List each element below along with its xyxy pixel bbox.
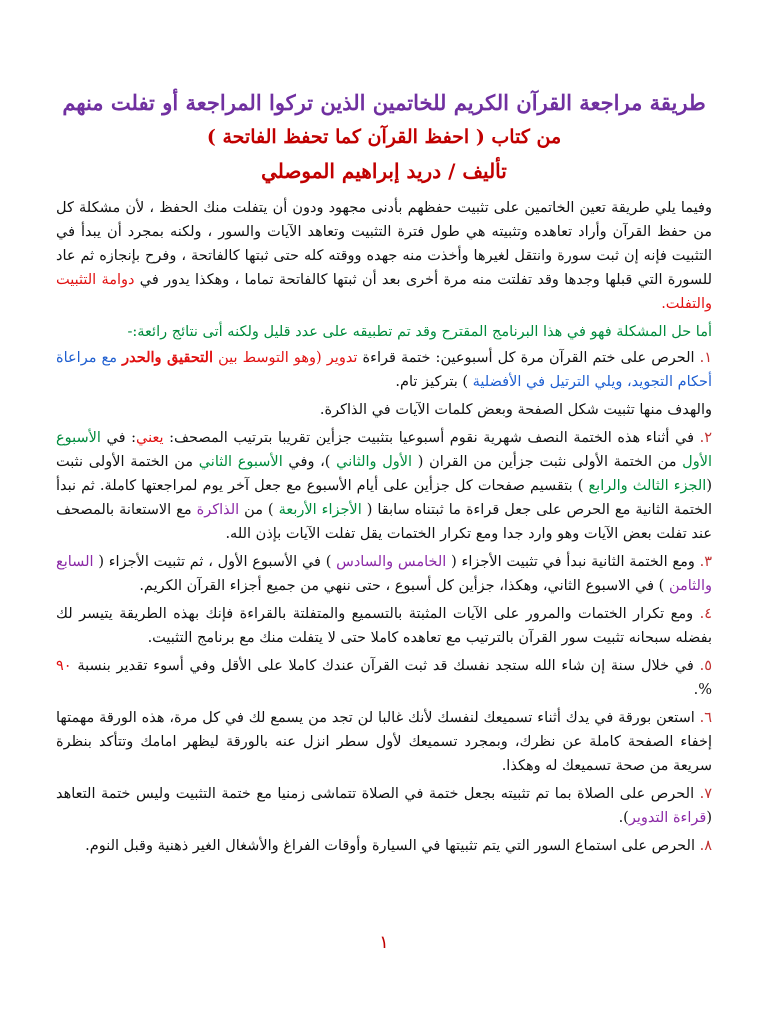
highlight-term: مع مراعاة أحكام التجويد، ويلي الترتيل في الأفضلية bbox=[56, 350, 712, 390]
item-text: من الختمة الأولى نثبت ( bbox=[56, 454, 712, 494]
item-text: ) بتركيز تام. bbox=[395, 374, 469, 390]
page-number: ١ bbox=[379, 932, 389, 953]
item-text: ). bbox=[618, 810, 629, 826]
highlight-term: تدوير bbox=[326, 350, 358, 366]
author-line: تأليف / دريد إبراهيم الموصلي bbox=[261, 159, 507, 183]
highlight-term: السابع والثامن bbox=[56, 554, 712, 594]
item-text: والهدف منها تثبيت شكل الصفحة وبعض كلمات الآيات في الذاكرة. bbox=[319, 402, 712, 418]
item-text: ) في الأسبوع الأول ، ثم تثبيت الأجزاء ( bbox=[98, 554, 332, 570]
item-text: ) في الاسبوع الثاني، وهكذا، جزأين كل أسبوع ، حتى ننهي من جميع أجزاء القرآن الكريم. bbox=[139, 578, 665, 594]
list-item-8 bbox=[56, 834, 712, 858]
item-text: )، وفي bbox=[288, 454, 331, 470]
intro-text: وفيما يلي طريقة تعين الخاتمين على تثبيت حفظهم بأدنى مجهود ودون أن يتفلت منك الحفظ ، لأن مشكلة كل من حفظ القرآن وأراد تعاهده وتثبيته هي طول فترة التثبيت وتعاهد الآيات والسور ، ولكنه بمجرد أن يبدأ في التثبيت فإنه إن ثبت سورة وانتقل لغيرها وأخذت منه جهده ووقته كله حتى ثبتها كالفاتحة ، وفرح بإنجازه ثم عاد للسورة التي قبلها وجدها وقد تفلتت منه مرة أخرى بعد أن ثبتها كالفاتحة تماما ، وهكذا يدور في bbox=[56, 200, 713, 288]
list-item-7 bbox=[56, 782, 712, 830]
list-item-1 bbox=[56, 346, 712, 394]
item-text: ) من bbox=[244, 502, 274, 518]
highlight-term: الخامس والسادس bbox=[336, 554, 447, 570]
list-item-5 bbox=[56, 654, 712, 702]
list-item-2 bbox=[56, 426, 712, 546]
highlight-term: (وهو التوسط بين bbox=[218, 350, 322, 366]
intro-highlight: دوامة التثبيت والتفلت. bbox=[56, 272, 712, 312]
item-text: الحرص على استماع السور التي يتم تثبيتها في السيارة وأوقات الفراغ والأشغال الغير ذهنية وقبل النوم. bbox=[85, 838, 695, 854]
book-source: من كتاب ( احفظ القرآن كما تحفظ الفاتحة ) bbox=[206, 126, 562, 148]
highlight-term: الأسبوع الأول bbox=[56, 430, 713, 470]
item-number: ١. bbox=[699, 350, 713, 366]
item-text: مع الاستعانة بالمصحف عند تفلت بعض الآيات وهو وارد جدا ومع تكرار الختمات يقل تفلت الآيات بإذن الله. bbox=[56, 502, 712, 542]
list-item-4 bbox=[56, 602, 712, 650]
item-text: ) بتقسيم صفحات كل جزأين على أيام الأسبوع مع جعل آخر يوم لمراجعتها كاملة. ثم نبدأ الختمة الثانية مع الحرص على جعل قراءة ما ثبتناه سابقا ( bbox=[56, 478, 713, 518]
item-number: ٨. bbox=[699, 838, 712, 854]
body-text bbox=[56, 196, 712, 858]
highlight-term: الذاكرة bbox=[196, 502, 240, 518]
highlight-term: التحقيق والحدر bbox=[122, 349, 214, 366]
item-text: ومع تكرار الختمات والمرور على الآيات المثبتة بالتسميع والمتفلتة بالقراءة فإنك بهذه الطريقة يتيسر لك بفضله سبحانه تثبيت سور القرآن بالترتيب مع تعاهده كاملا حتى لا يتفلت منك مع برنامج التثبيت. bbox=[56, 606, 712, 646]
title-block bbox=[56, 88, 712, 186]
item-number: ٢. bbox=[699, 430, 713, 446]
steps-list bbox=[56, 346, 712, 858]
item-number: ٣. bbox=[699, 554, 713, 570]
highlight-term: الأول والثاني bbox=[336, 454, 413, 470]
highlight-term: الأسبوع الثاني bbox=[198, 454, 283, 470]
solution-lead: أما حل المشكلة فهو في هذا البرنامج المقترح وقد تم تطبيقه على عدد قليل ولكنه أتى نتائج رائعة:- bbox=[127, 324, 712, 340]
item-text: الحرص على الصلاة بما تم تثبيته بجعل ختمة في الصلاة تتماشى زمنيا مع ختمة التثبيت وليس ختمة التعاهد ( bbox=[56, 786, 712, 826]
item-text: : في bbox=[106, 430, 137, 446]
intro-paragraph bbox=[56, 196, 712, 316]
highlight-term: ٩٠ bbox=[56, 658, 72, 674]
item-number: ٤. bbox=[699, 606, 712, 622]
item-number: ٦. bbox=[699, 710, 712, 726]
highlight-term: قراءة التدوير bbox=[628, 810, 707, 826]
item-text: في خلال سنة إن شاء الله ستجد نفسك قد ثبت القرآن عندك كاملا على الأقل وفي أسوء تقدير بنسبة bbox=[77, 658, 694, 674]
item-text: ومع الختمة الثانية نبدأ في تثبيت الأجزاء ( bbox=[451, 554, 695, 570]
item-text: استعن بورقة في يدك أثناء تسميعك لنفسك لأنك غالبا لن تجد من يسمع لك في كل مرة، هذه الورقة مهمتها إخفاء الصفحة كاملة عن نظرك، وبمجرد تسميعك لأول سطر انزل عنه بالورقة ليظهر امامك وتتأكد بنظرة سريعة من صحة تسميعك له وهكذا. bbox=[56, 710, 712, 774]
item-text: في أثناء هذه الختمة النصف شهرية نقوم أسبوعيا بتثبيت جزأين تقريبا بترتيب المصحف: bbox=[169, 430, 695, 446]
item-text: الحرص على ختم القرآن مرة كل أسبوعين: ختمة قراءة bbox=[362, 350, 695, 366]
highlight-term: الجزء الثالث والرابع bbox=[588, 478, 707, 494]
highlight-term: الأجزاء الأربعة bbox=[278, 502, 362, 518]
list-item-3 bbox=[56, 550, 712, 598]
item-number: ٧. bbox=[699, 786, 713, 802]
item-text: من الختمة الأولى نثبت جزأين من القران ( bbox=[417, 454, 677, 470]
item-text: %. bbox=[693, 682, 712, 698]
main-title: طريقة مراجعة القرآن الكريم للخاتمين الذين تركوا المراجعة أو تفلت منهم bbox=[62, 90, 706, 115]
item-number: ٥. bbox=[699, 658, 712, 674]
highlight-term: يعني bbox=[136, 430, 164, 446]
list-item-goal bbox=[56, 398, 712, 422]
list-item-6 bbox=[56, 706, 712, 778]
